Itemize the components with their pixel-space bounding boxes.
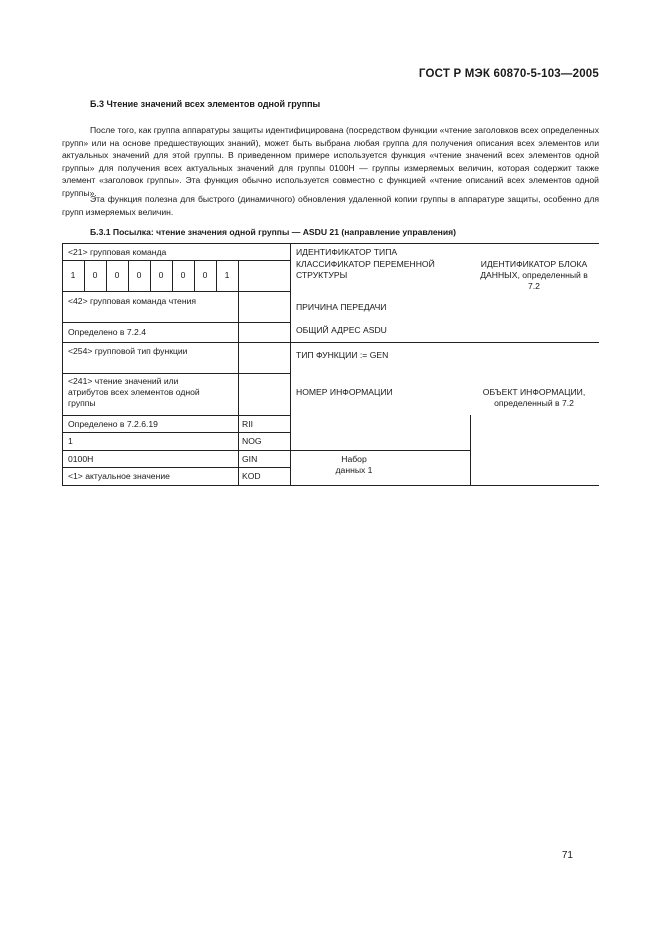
table-bottom-rule xyxy=(62,485,599,486)
bit-divider xyxy=(128,260,129,291)
bit-divider xyxy=(194,260,195,291)
row-rule xyxy=(62,450,470,451)
bit-divider xyxy=(216,260,217,291)
field-type-id: ИДЕНТИФИКАТОР ТИПА xyxy=(296,247,398,257)
field-fun: ТИП ФУНКЦИИ := GEN xyxy=(296,350,389,360)
field-cot: ПРИЧИНА ПЕРЕДАЧИ xyxy=(296,302,387,312)
information-object: ОБЪЕКТ ИНФОРМАЦИИ, определенный в 7.2 xyxy=(482,387,586,408)
section-title: Б.3 Чтение значений всех элементов одной группы xyxy=(90,99,321,109)
asdu-address-value: Определено в 7.2.4 xyxy=(68,327,146,337)
section-paragraph-2: Эта функция полезна для быстрого (динамичного) обновления удаленной копии группы в аппаратуре защиты, особенно для групп измеряемых величин. xyxy=(62,194,599,217)
row-rule xyxy=(62,373,290,374)
field-vsq: КЛАССИФИКАТОР ПЕРЕМЕННОЙ СТРУКТУРЫ xyxy=(296,259,435,280)
page-number: 71 xyxy=(561,850,573,861)
nog-code: NOG xyxy=(242,436,262,446)
inf-value: <241> чтение значений или атрибутов всех элементов одной группы xyxy=(68,376,200,408)
cot-value: <42> групповая команда чтения xyxy=(68,296,197,306)
rii-value: Определено в 7.2.6.19 xyxy=(68,419,158,429)
vsq-bit: 1 xyxy=(224,270,230,280)
type-id-value: <21> групповая команда xyxy=(68,247,167,257)
column-rule xyxy=(470,415,471,485)
row-rule xyxy=(62,415,290,416)
vsq-bit: 0 xyxy=(202,270,208,280)
vsq-bit: 0 xyxy=(136,270,142,280)
row-rule xyxy=(62,467,290,468)
row-rule xyxy=(62,260,290,261)
kod-code: KOD xyxy=(242,471,261,481)
kod-value: <1> актуальное значение xyxy=(68,471,170,481)
row-rule xyxy=(62,432,290,433)
rii-code: RII xyxy=(242,419,253,429)
bit-divider xyxy=(150,260,151,291)
vsq-bit: 1 xyxy=(70,270,76,280)
gin-code: GIN xyxy=(242,454,258,464)
column-rule xyxy=(238,291,239,342)
vsq-bit: 0 xyxy=(92,270,98,280)
document-header: ГОСТ Р МЭК 60870-5-103—2005 xyxy=(418,68,599,80)
row-rule xyxy=(62,322,290,323)
section-paragraph-1: После того, как группа аппаратуры защиты идентифицирована (посредством функции «чтение заголовков всех определенных групп» или на основе предшествующих знаний), может быть выбрана любая группа для получения описания всех элементов или актуальных значений для этой группы. В приведенном примере используется функция «чтение значений всех элементов одной группы» для получения всех актуальных значений для группы 0100Н — группы измеряемых величин, которая содержит также элемент «заголовок группы». Эта функция обычно используется совместно с функцией «чтение описаний всех элементов одной группы». xyxy=(62,125,599,198)
column-rule xyxy=(238,260,239,291)
data-unit-identifier: ИДЕНТИФИКАТОР БЛОКА ДАННЫХ, определенный в 7.2 xyxy=(480,259,588,291)
column-rule xyxy=(238,342,239,485)
subsection-title: Б.3.1 Посылка: чтение значения одной группы — ASDU 21 (направление управления) xyxy=(90,227,457,237)
bit-divider xyxy=(84,260,85,291)
nog-value: 1 xyxy=(68,436,73,446)
table-top-rule xyxy=(62,243,599,244)
vsq-bit: 0 xyxy=(158,270,164,280)
bit-divider xyxy=(106,260,107,291)
row-rule xyxy=(62,291,290,292)
fun-value: <254> групповой тип функции xyxy=(68,346,188,356)
column-rule xyxy=(290,243,291,485)
vsq-bit: 0 xyxy=(114,270,120,280)
gin-value: 0100H xyxy=(68,454,94,464)
table-left-edge xyxy=(62,243,63,485)
bit-divider xyxy=(172,260,173,291)
vsq-bit: 0 xyxy=(180,270,186,280)
field-asdu-address: ОБЩИЙ АДРЕС ASDU xyxy=(296,325,387,335)
field-dataset: Набор данных 1 xyxy=(335,454,373,475)
row-rule xyxy=(62,342,599,343)
field-inf: НОМЕР ИНФОРМАЦИИ xyxy=(296,387,393,397)
